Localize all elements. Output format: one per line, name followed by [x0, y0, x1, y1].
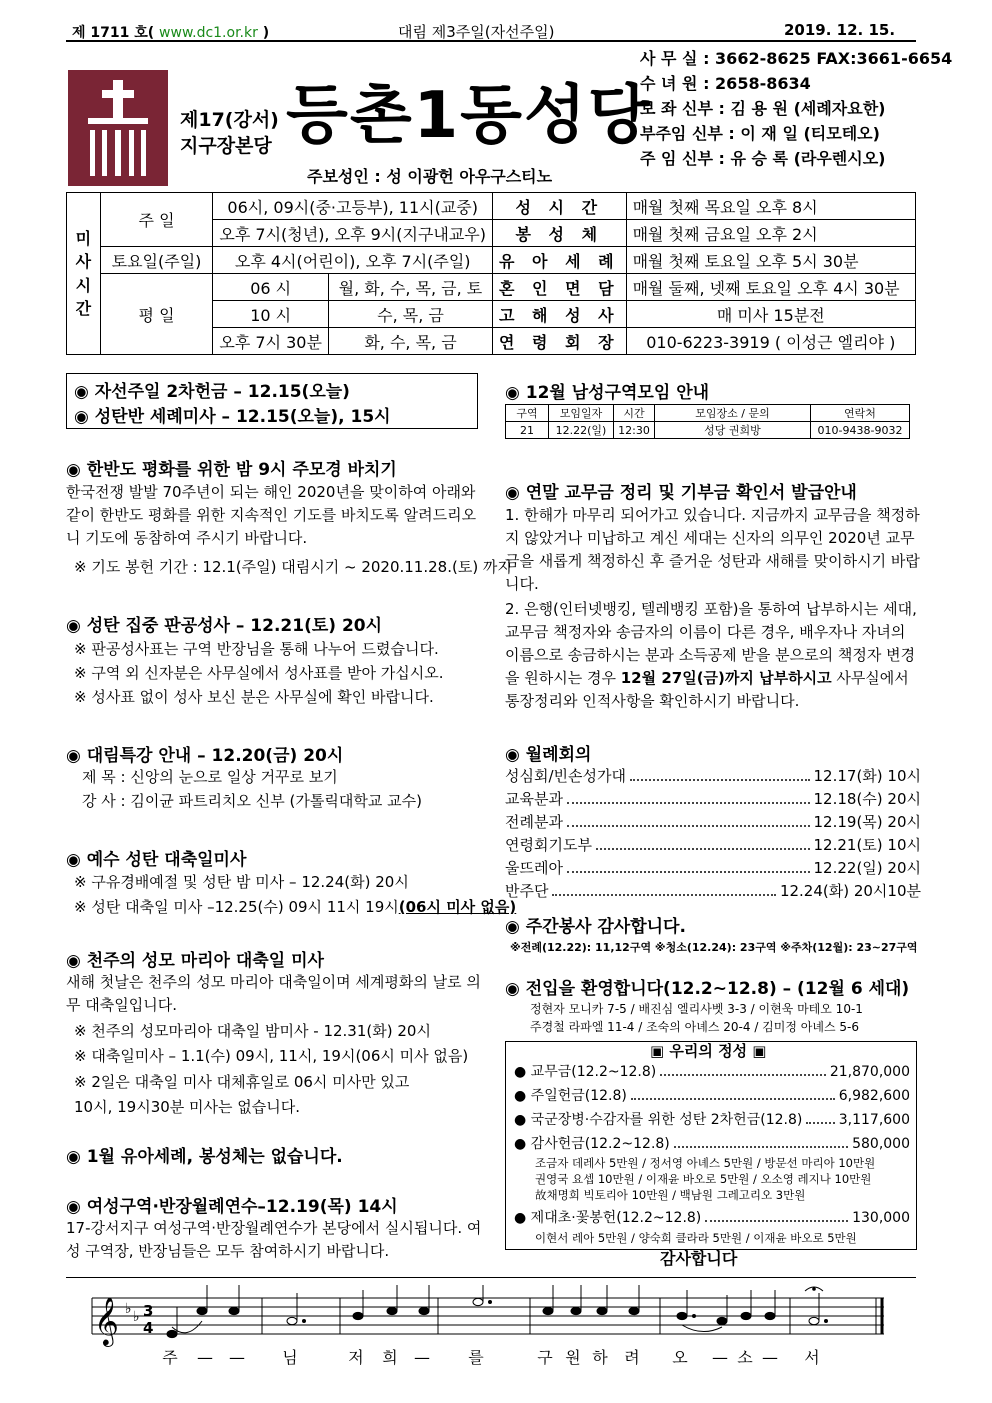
meeting-name: 반주단 [505, 882, 549, 900]
meeting-name: 교육분과 [505, 790, 563, 808]
lyric-syllable: 를 [468, 1348, 484, 1367]
christmas-eve-mass: ※ 구유경배예절 및 성탄 밤 미사 – 12.24(화) 20시 [74, 873, 409, 891]
event-time: 010-6223-3919 ( 이성근 엘리야 ) [626, 328, 915, 355]
list-item [505, 788, 921, 811]
offering-amount: 6,982,600 [838, 1088, 910, 1104]
deanery-line-2: 지구장본당 [180, 134, 272, 157]
meeting-time: 12.22(일) 20시 [813, 859, 921, 877]
offering-name: ● 감사헌금(12.2~12.8) [514, 1136, 670, 1152]
footer-rule [66, 1277, 916, 1278]
charity-collection: ◉ 자선주일 2차헌금 – 12.15(오늘) [74, 382, 350, 402]
event-time: 매월 첫째 목요일 오후 8시 [626, 193, 915, 220]
welcome-title: ◉ 전입을 환영합니다(12.2~12.8) – (12월 6 세대) [505, 979, 910, 999]
lyric-syllable: 주 [162, 1348, 178, 1367]
mary-feast-text: 새해 첫날은 천주의 성모 마리아 대축일이며 세계평화의 날로 의무 대축일입니다. [66, 973, 481, 1014]
table-header: 구역 [506, 405, 549, 422]
meeting-time: 12.24(화) 20시10분 [779, 882, 921, 900]
list-item [514, 1132, 910, 1156]
flat-icon: ♭ [133, 1309, 140, 1325]
meeting-name: 울뜨레아 [505, 859, 563, 877]
list-item: 조금자 데레사 5만원 / 정서영 아녜스 5만원 / 방문선 마리아 10만원 [535, 1156, 876, 1170]
offering-title: ▣ 우리의 정성 ▣ [650, 1042, 767, 1060]
saturday-times: 오후 4시(어린이), 오후 7시(주일) [213, 247, 493, 274]
event-time: 매월 첫째 토요일 오후 5시 30분 [626, 247, 915, 274]
list-item [505, 811, 921, 834]
mass-schedule-table [66, 192, 916, 355]
time-signature: 4 [143, 1319, 154, 1337]
table-cell: 12:30 [614, 422, 655, 439]
tithe-deadline: 12월 27일(금)까지 납부하시고 [620, 669, 832, 687]
lyric-syllable: 려 [624, 1348, 640, 1367]
website-link[interactable]: www.dc1.or.kr [159, 25, 258, 41]
associate-priest: 부주임 신부 : 이 재 일 (티모테오) [640, 124, 880, 143]
list-item: 권영국 요셉 10만원 / 이재윤 바오로 5만원 / 오소영 레지나 10만원 [535, 1172, 872, 1186]
mary-note: 10시, 19시30분 미사는 없습니다. [74, 1098, 301, 1116]
table-cell: 12.22(일) [549, 422, 614, 439]
no-6am-mass: (06시 미사 없음) [398, 898, 517, 916]
mary-note: ※ 2일은 대축일 미사 대체휴일로 06시 미사만 있고 [74, 1073, 410, 1091]
table-header: 모임장소 / 문의 [655, 405, 811, 422]
tithe-p2-end: 사무실에서 통장정리와 인적사항을 확인하시기 바랍니다. [505, 669, 909, 710]
meeting-time: 12.21(토) 10시 [813, 836, 921, 854]
lyric-syllable: 희 [382, 1348, 398, 1367]
women-training-title: ◉ 여성구역·반장월례연수–12.19(목) 14시 [66, 1197, 398, 1217]
issue-number [72, 22, 269, 42]
list-item [514, 1060, 910, 1084]
event-name: 성 시 간 [493, 193, 627, 220]
flat-icon: ♭ [125, 1301, 132, 1317]
lyric-syllable: 원 [565, 1348, 581, 1367]
peace-prayer-note: ※ 기도 봉헌 기간 : 12.1(주일) 대림시기 ~ 2020.11.28.(토) 까지 [74, 558, 512, 576]
weekday-time: 10 시 [213, 301, 329, 328]
list-item [514, 1206, 910, 1230]
confession-note: ※ 성사표 없이 성사 보신 분은 사무실에 확인 바랍니다. [74, 688, 434, 706]
advent-lecture-title: ◉ 대림특강 안내 – 12.20(금) 20시 [66, 746, 344, 766]
weekday-days: 월, 화, 수, 목, 금, 토 [328, 274, 492, 301]
sunday-times-2: 오후 7시(청년), 오후 9시(지구내교우) [213, 220, 493, 247]
treble-clef-icon: 𝄞 [94, 1296, 119, 1345]
church-icon [68, 70, 168, 186]
welcome-list [530, 1000, 863, 1036]
weekday-time: 06 시 [213, 274, 329, 301]
list-item [505, 880, 921, 903]
table-row [506, 422, 910, 439]
meeting-time: 12.17(화) 10시 [813, 767, 921, 785]
patron-saint: 주보성인 : 성 이광헌 아우구스티노 [307, 167, 553, 186]
event-name: 연 령 회 장 [493, 328, 627, 355]
list-item [505, 857, 921, 880]
issue-close: ) [262, 25, 270, 41]
mary-note: ※ 천주의 성모마리아 대축일 밤미사 - 12.31(화) 20시 [74, 1022, 431, 1040]
confession-title: ◉ 성탄 집중 판공성사 – 12.21(토) 20시 [66, 616, 383, 636]
office-phone: 사 무 실 : 3662-8625 FAX:3661-6654 [640, 49, 953, 68]
list-item: 정현자 모니카 7-5 / 배진심 엘리사벳 3-3 / 이현욱 마테오 10-1 [530, 1002, 863, 1016]
weekly-service-text: ※전례(12.22): 11,12구역 ※청소(12.24): 23구역 ※주차(12월): 23~27구역 [510, 941, 918, 954]
tithe-paragraph-2 [505, 598, 921, 713]
meeting-list [505, 765, 921, 903]
weekday-days: 화, 수, 목, 금 [328, 328, 492, 355]
monthly-meeting-title: ◉ 월례회의 [505, 745, 592, 765]
notes [167, 1285, 828, 1338]
event-name: 봉 성 체 [493, 220, 627, 247]
contact-block [640, 46, 952, 171]
event-name: 유 아 세 례 [493, 247, 627, 274]
offering-name: ● 주일헌금(12.8) [514, 1088, 627, 1104]
parish-name: 등촌1동성당 [286, 79, 652, 153]
mass-time-label: 미 사 시 간 [67, 193, 101, 355]
offering-name: ● 제대초·꽃봉헌(12.2~12.8) [514, 1210, 702, 1226]
liturgical-week: 대림 제3주일(자선주일) [398, 23, 555, 41]
list-item: 주경철 라파엘 11-4 / 조숙의 아녜스 20-4 / 김미정 아녜스 5-6 [530, 1020, 859, 1034]
music-score [0, 1285, 992, 1375]
thanks-donor-list [535, 1155, 875, 1203]
deanery-line-1: 제17(강서) [180, 109, 279, 131]
lyric-syllable: 소 [737, 1348, 753, 1367]
lyric-syllable: — [229, 1348, 245, 1367]
event-name: 고 해 성 사 [493, 301, 627, 328]
men-group-title: ◉ 12월 남성구역모임 안내 [505, 383, 710, 403]
offering-amount: 580,000 [852, 1136, 910, 1152]
table-cell: 010-9438-9032 [811, 422, 910, 439]
meeting-name: 연령회기도부 [505, 836, 592, 854]
pastor: 주 임 신부 : 유 승 록 (라우렌시오) [640, 149, 886, 168]
parish-logo [68, 70, 168, 186]
offering-name: ● 교무금(12.2~12.8) [514, 1064, 657, 1080]
list-item [505, 834, 921, 857]
list-item [514, 1108, 910, 1132]
bulletin-date: 2019. 12. 15. [784, 21, 896, 39]
table-header: 시간 [614, 405, 655, 422]
confession-note: ※ 판공성사표는 구역 반장님을 통해 나누어 드렸습니다. [74, 640, 439, 658]
flower-donor-list: 이현서 레아 5만원 / 양숙희 클라라 5만원 / 이재윤 바오로 5만원 [535, 1231, 857, 1245]
meeting-time: 12.18(수) 20시 [813, 790, 921, 808]
lyric-syllable: 하 [592, 1348, 608, 1367]
deanery-label [180, 108, 279, 159]
sunday-label: 주 일 [100, 193, 213, 247]
convent-phone: 수 녀 원 : 2658-8634 [640, 74, 811, 93]
lyric-syllable: — [414, 1348, 430, 1367]
table-header: 모임일자 [549, 405, 614, 422]
event-name: 혼 인 면 담 [493, 274, 627, 301]
peace-prayer-text: 한국전쟁 발발 70주년이 되는 해인 2020년을 맞이하여 아래와 같이 한반도 평화를 위한 지속적인 기도를 바치도록 알려드리오니 기도에 동참하여 주시기 바랍니다. [66, 483, 477, 547]
tithe-title: ◉ 연말 교무금 정리 및 기부금 확인서 발급안내 [505, 483, 857, 503]
meeting-time: 12.19(목) 20시 [813, 813, 921, 831]
lyrics [162, 1348, 819, 1367]
offering-list [514, 1060, 910, 1156]
lyric-syllable: — [197, 1348, 213, 1367]
sunday-times-1: 06시, 09시(중·고등부), 11시(교중) [213, 193, 493, 220]
lyric-syllable: 서 [804, 1348, 820, 1367]
peace-prayer-title: ◉ 한반도 평화를 위한 밤 9시 주모경 바치기 [66, 460, 397, 480]
tithe-p2-text: 2. 은행(인터넷뱅킹, 텔레뱅킹 포함)을 통하여 납부하시는 세대, 교무금 책정자와 송금자의 이름이 다른 경우, 배우자나 자녀의 이름으로 송금하시는 분과 소득공제 받을 분으로의 책정자 변경을 원하시는 경우 [505, 600, 917, 687]
christmas-title: ◉ 예수 성탄 대축일미사 [66, 850, 247, 870]
women-training-text: 17-강서지구 여성구역·반장월례연수가 본당에서 실시됩니다. 여성 구역장, 반장님들은 모두 참여하시기 바랍니다. [66, 1219, 482, 1260]
lyric-syllable: 오 [672, 1348, 688, 1367]
meeting-name: 전례분과 [505, 813, 563, 831]
lyric-syllable: 구 [537, 1348, 553, 1367]
weekly-service-title: ◉ 주간봉사 감사합니다. [505, 917, 686, 937]
event-time: 매월 둘째, 넷째 토요일 오후 4시 30분 [626, 274, 915, 301]
header-rule [66, 40, 916, 42]
offering-amount: 130,000 [852, 1210, 910, 1226]
saturday-label: 토요일(주일) [100, 247, 213, 274]
christmas-day-times: ※ 성탄 대축일 미사 –12.25(수) 09시 11시 19시 [74, 898, 399, 916]
list-item: 故채명희 빅토리아 10만원 / 백남원 그레고리오 3만원 [535, 1188, 806, 1202]
time-signature: 3 [143, 1302, 154, 1320]
list-item [514, 1084, 910, 1108]
lyric-syllable: 저 [348, 1348, 364, 1367]
thanks-label: 감사합니다 [660, 1249, 738, 1268]
weekday-time: 오후 7시 30분 [213, 328, 329, 355]
issue-label: 제 1711 호( [72, 25, 155, 41]
lyric-syllable: — [762, 1348, 778, 1367]
lyric-syllable: — [712, 1348, 728, 1367]
event-time: 매월 첫째 금요일 오후 2시 [626, 220, 915, 247]
lecture-speaker: 강 사 : 김이균 파트리치오 신부 (가톨릭대학교 교수) [82, 792, 422, 810]
january-notice: ◉ 1월 유아세례, 봉성체는 없습니다. [66, 1147, 343, 1167]
lyric-syllable: 님 [282, 1348, 298, 1367]
weekday-days: 수, 목, 금 [328, 301, 492, 328]
flower-offering [514, 1206, 910, 1230]
confession-note: ※ 구역 외 신자분은 사무실에서 성사표를 받아 가십시오. [74, 664, 444, 682]
list-item [505, 765, 921, 788]
offering-amount: 3,117,600 [838, 1112, 910, 1128]
meeting-name: 성심회/빈손성가대 [505, 767, 626, 785]
table-cell: 성당 권희방 [655, 422, 811, 439]
table-cell: 21 [506, 422, 549, 439]
christmas-day-mass [74, 896, 516, 917]
baptism-mass: ◉ 성탄반 세례미사 – 12.15(오늘), 15시 [74, 407, 391, 427]
mary-feast-title: ◉ 천주의 성모 마리아 대축일 미사 [66, 951, 324, 971]
tithe-paragraph-1: 1. 한해가 마무리 되어가고 있습니다. 지금까지 교무금을 책정하지 않았거나 미납하고 계신 세대는 신자의 의무인 2020년 교무금을 새롭게 책정하신 후 즐거운 성탄과 새해를 맞이하시기 바랍니다. [505, 506, 920, 593]
weekday-label: 평 일 [100, 274, 213, 355]
event-time: 매 미사 15분전 [626, 301, 915, 328]
slur [682, 1325, 722, 1332]
mary-note: ※ 대축일미사 – 1.1(수) 09시, 11시, 19시(06시 미사 없음) [74, 1047, 469, 1065]
men-group-table [505, 404, 910, 439]
offering-name: ● 국군장병·수감자를 위한 성탄 2차헌금(12.8) [514, 1112, 803, 1128]
lecture-subject: 제 목 : 신앙의 눈으로 일상 거꾸로 보기 [82, 768, 338, 786]
assistant-priest: 보 좌 신부 : 김 용 원 (세례자요한) [640, 99, 886, 118]
table-header: 연락처 [811, 405, 910, 422]
offering-amount: 21,870,000 [829, 1064, 910, 1080]
